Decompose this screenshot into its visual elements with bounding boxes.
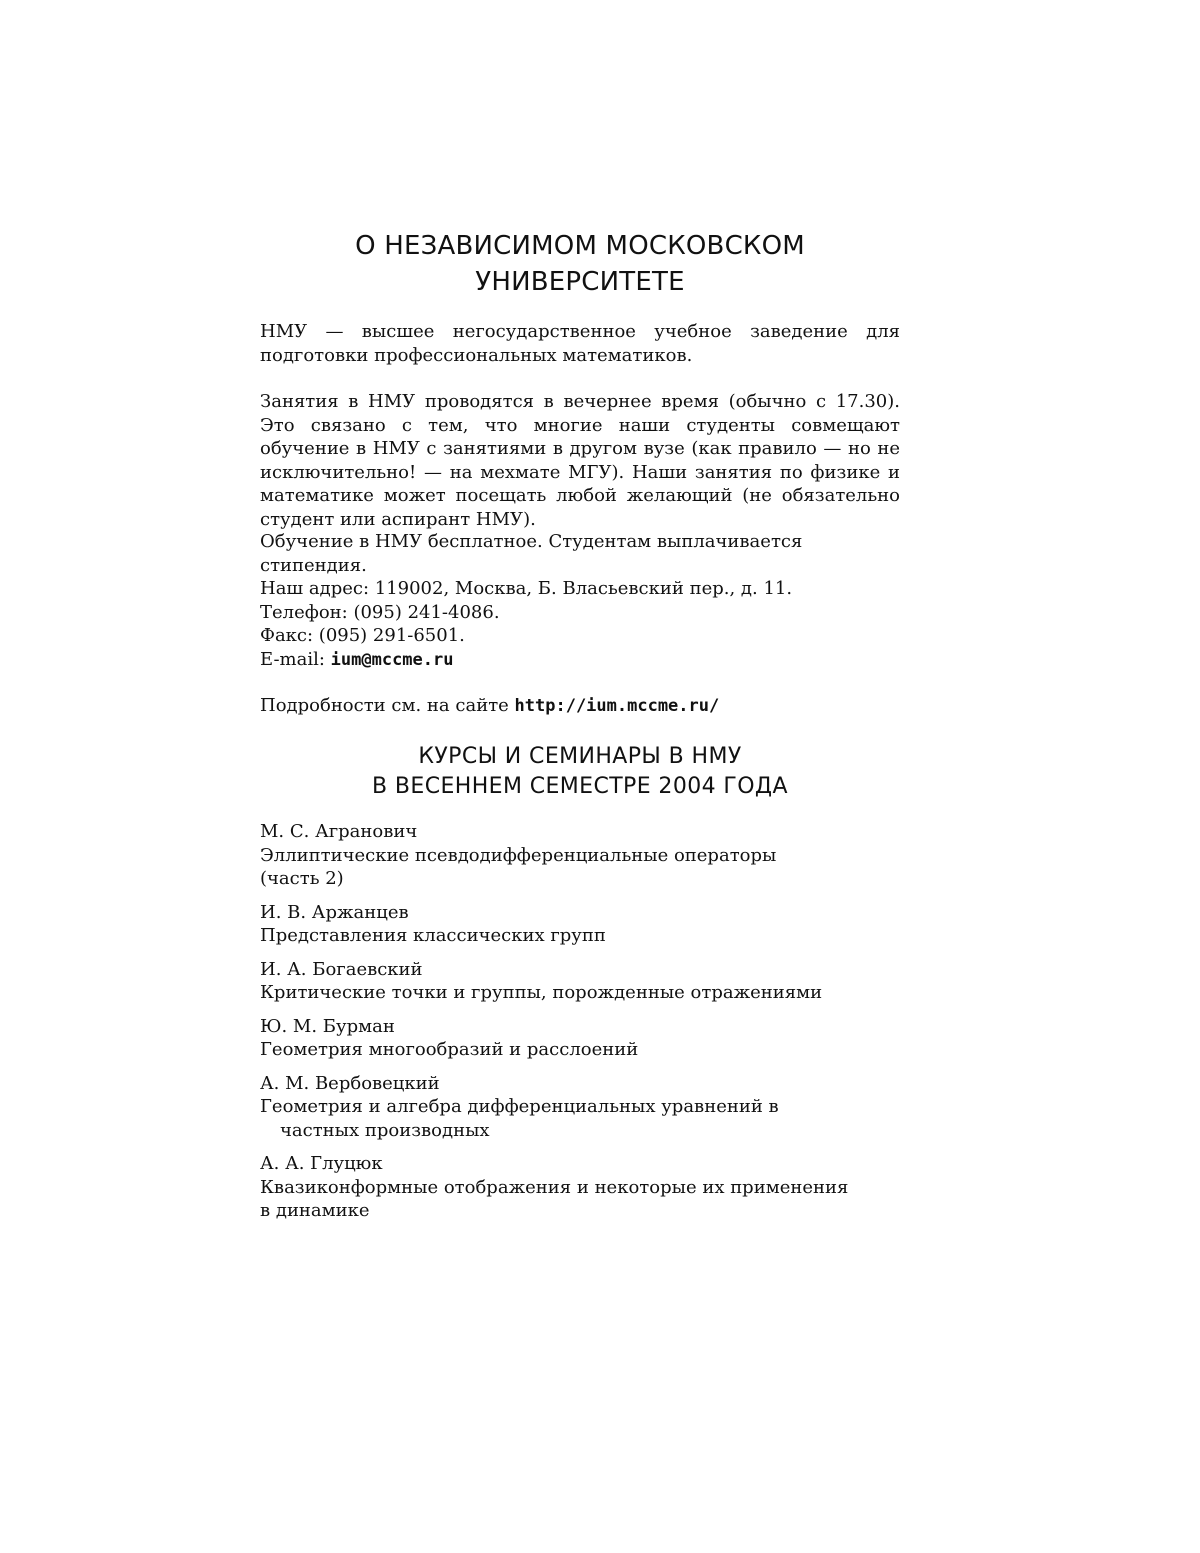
free-education-paragraph: Обучение в НМУ бесплатное. Студентам выплачивается стипендия. bbox=[260, 531, 803, 576]
page-title-line-1: О НЕЗАВИСИМОМ МОСКОВСКОМ bbox=[355, 231, 805, 261]
course-item bbox=[260, 820, 900, 891]
website-line bbox=[260, 694, 900, 719]
course-lecturer: Ю. М. Бурман bbox=[260, 1015, 395, 1037]
course-item bbox=[260, 958, 900, 1005]
course-topic: Критические точки и группы, порожденные отражениями bbox=[260, 982, 823, 1003]
course-item bbox=[260, 1152, 900, 1223]
courses-section-title bbox=[260, 742, 900, 802]
course-topic-line-2: в динамике bbox=[260, 1200, 370, 1221]
courses-title-line-2: В ВЕСЕННЕМ СЕМЕСТРЕ 2004 ГОДА bbox=[372, 774, 788, 799]
page-title-line-2: УНИВЕРСИТЕТЕ bbox=[475, 267, 685, 297]
course-topic: Геометрия и алгебра дифференциальных уравнений в частных производных bbox=[260, 1096, 779, 1141]
page-title bbox=[260, 228, 900, 300]
email-line bbox=[260, 648, 900, 673]
fax-line: Факс: (095) 291-6501. bbox=[260, 625, 465, 646]
course-topic: Представления классических групп bbox=[260, 925, 606, 946]
course-lecturer: А. М. Вербовецкий bbox=[260, 1072, 440, 1094]
course-lecturer: И. А. Богаевский bbox=[260, 958, 423, 980]
course-topic: Эллиптические псевдодифференциальные операторы (часть 2) bbox=[260, 844, 777, 889]
course-lecturer: А. А. Глуцюк bbox=[260, 1153, 383, 1174]
course-item bbox=[260, 1072, 900, 1143]
course-topic: Геометрия многообразий и расслоений bbox=[260, 1039, 639, 1060]
intro-paragraph: НМУ — высшее негосударственное учебное заведение для подготовки профессиональных математиков. bbox=[260, 321, 900, 366]
email-label: E-mail: bbox=[260, 648, 331, 670]
courses-title-line-1: КУРСЫ И СЕМИНАРЫ В НМУ bbox=[418, 744, 742, 769]
website-link[interactable]: http://ium.mccme.ru/ bbox=[514, 696, 720, 716]
website-label: Подробности см. на сайте bbox=[260, 695, 515, 716]
classes-paragraph: Занятия в НМУ проводятся в вечернее время (обычно с 17.30). Это связано с тем, что многие наши студенты совмещают обучение в НМУ с занятиями в другом вузе (как правило — но не исключительно! — на мехмате МГУ). Наши занятия по физике и математике может посещать любой желающий (не обязательно студент или аспирант НМУ). bbox=[260, 391, 900, 530]
course-lecturer: И. В. Аржанцев bbox=[260, 901, 409, 923]
course-item bbox=[260, 901, 900, 948]
course-topic-line-1: Квазиконформные отображения и некоторые их применения bbox=[260, 1176, 849, 1198]
course-lecturer: М. С. Агранович bbox=[260, 821, 418, 842]
address-line: Наш адрес: 119002, Москва, Б. Власьевский пер., д. 11. bbox=[260, 578, 793, 599]
phone-line: Телефон: (095) 241-4086. bbox=[260, 601, 500, 623]
email-link[interactable]: ium@mccme.ru bbox=[330, 649, 454, 670]
course-item bbox=[260, 1015, 900, 1062]
contact-block bbox=[260, 577, 900, 672]
course-list bbox=[260, 820, 900, 1233]
